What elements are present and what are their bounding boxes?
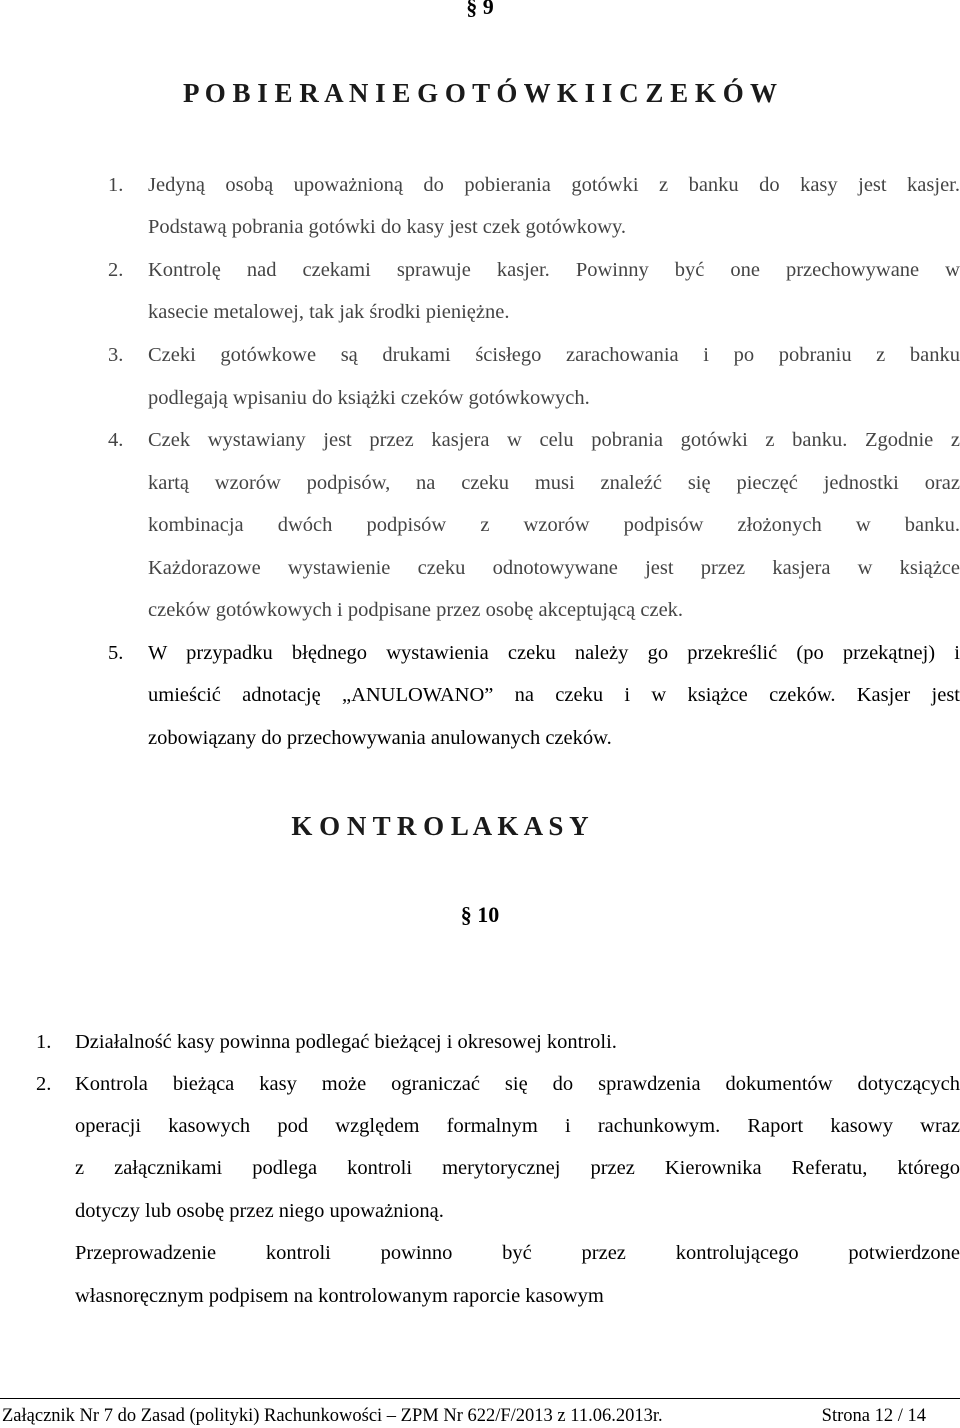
footer-page-number: Strona 12 / 14	[821, 1406, 926, 1426]
section-number-10: § 10	[460, 902, 500, 927]
footer-divider	[0, 1398, 960, 1399]
list-item-number: 5.	[108, 642, 124, 664]
list-item-line: zobowiązany do przechowywania anulowanych czeków.	[148, 727, 612, 749]
section-number-9: § 9	[466, 0, 494, 19]
list-item-number: 4.	[108, 429, 124, 451]
list-item-number: 2.	[108, 259, 124, 281]
list-item-line: kartą wzorów podpisów, na czeku musi znaleźć się pieczęć jednostki oraz	[148, 472, 960, 494]
list-item-line: z załącznikami podlega kontroli merytorycznej przez Kierownika Referatu, którego	[75, 1157, 960, 1179]
list-item-line: W przypadku błędnego wystawienia czeku należy go przekreślić (po przekątnej) i	[148, 642, 960, 664]
list-item-line: czeków gotówkowych i podpisane przez osobę akceptującą czek.	[148, 599, 684, 621]
list-item-line: Kontrola bieżąca kasy może ograniczać się do sprawdzenia dokumentów dotyczących	[75, 1073, 960, 1095]
list-item-number: 3.	[108, 344, 124, 366]
list-item-line: Działalność kasy powinna podlegać bieżącej i okresowej kontroli.	[75, 1031, 617, 1053]
list-item-number: 2.	[36, 1073, 52, 1095]
section-title-pobieranie: P O B I E R A N I E G O T Ó W K I I C Z E K Ó W	[183, 78, 777, 108]
footer-attachment-text: Załącznik Nr 7 do Zasad (polityki) Rachunkowości – ZPM Nr 622/F/2013 z 11.06.2013r.	[2, 1406, 663, 1426]
list-item-number: 1.	[108, 174, 124, 196]
list-item-line: kombinacja dwóch podpisów z wzorów podpisów złożonych w banku.	[148, 514, 960, 536]
list-item-line: Czek wystawiany jest przez kasjera w celu pobrania gotówki z banku. Zgodnie z	[148, 429, 960, 451]
list-item-line: kasecie metalowej, tak jak środki pieniężne.	[148, 301, 510, 323]
list-item-number: 1.	[36, 1031, 52, 1053]
list-item-line: operacji kasowych pod względem formalnym i rachunkowym. Raport kasowy wraz	[75, 1115, 960, 1137]
list-item-line: podlegają wpisaniu do książki czeków gotówkowych.	[148, 387, 590, 409]
list-item-line: Każdorazowe wystawienie czeku odnotowywane jest przez kasjera w książce	[148, 557, 960, 579]
list-item-line: Kontrolę nad czekami sprawuje kasjer. Powinny być one przechowywane w	[148, 259, 960, 281]
list-item-line: Czeki gotówkowe są drukami ścisłego zarachowania i po pobraniu z banku	[148, 344, 960, 366]
list-item-line: Podstawą pobrania gotówki do kasy jest czek gotówkowy.	[148, 216, 627, 238]
list-item-line: Jedyną osobą upoważnioną do pobierania gotówki z banku do kasy jest kasjer.	[148, 174, 960, 196]
closing-line: własnoręcznym podpisem na kontrolowanym raporcie kasowym	[75, 1285, 604, 1307]
list-item-line: umieścić adnotację „ANULOWANO” na czeku i w książce czeków. Kasjer jest	[148, 684, 960, 706]
closing-line: Przeprowadzenie kontroli powinno być przez kontrolującego potwierdzone	[75, 1242, 960, 1264]
list-item-line: dotyczy lub osobę przez niego upoważnioną.	[75, 1200, 444, 1222]
section-title-kontrola-kasy: K O N T R O L A K A S Y	[291, 811, 589, 841]
